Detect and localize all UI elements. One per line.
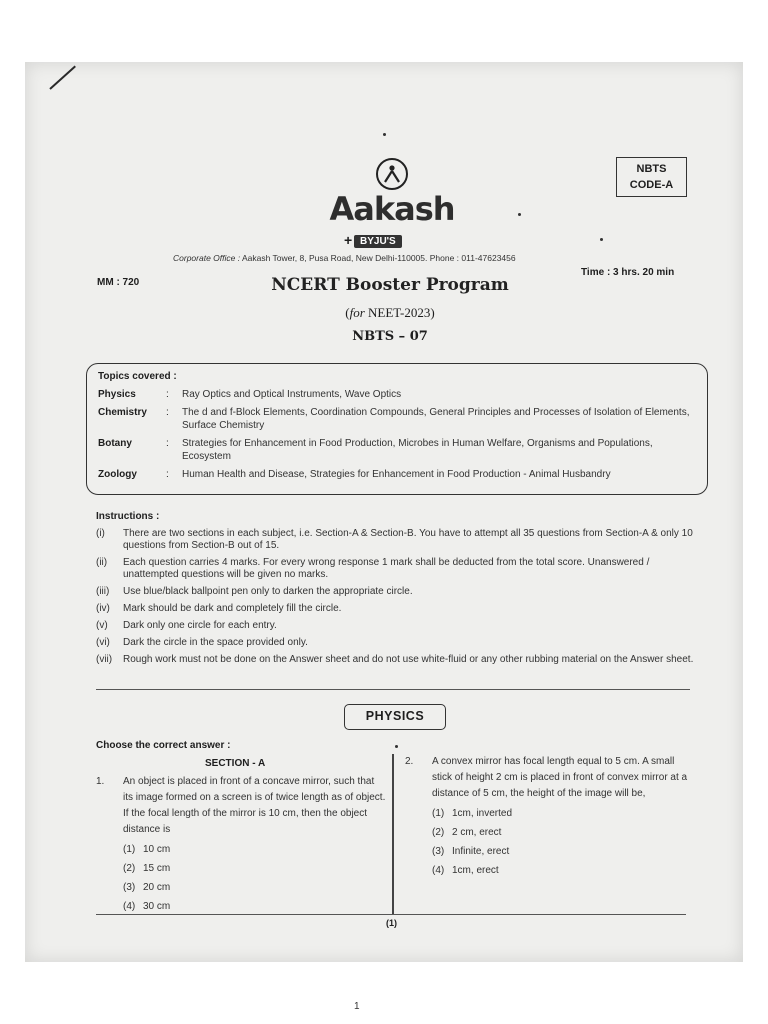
plus-icon: + xyxy=(344,232,353,248)
program-subtitle: (for NEET-2023) xyxy=(345,305,435,320)
instruction-item xyxy=(96,654,696,666)
scan-speck xyxy=(383,133,386,136)
instruction-number: (i) xyxy=(96,528,105,539)
answer-option xyxy=(432,844,695,859)
test-number: NBTS – 07 xyxy=(352,329,428,344)
question-number: 1. xyxy=(96,776,105,787)
answer-option xyxy=(123,861,386,876)
topic-row: Physics : Ray Optics and Optical Instruments, Wave Optics xyxy=(98,388,697,401)
program-exam: NEET-2023 xyxy=(368,305,431,320)
divider xyxy=(96,914,686,915)
option-number: (2) xyxy=(432,827,445,838)
option-number: (4) xyxy=(123,901,136,912)
option-number: (3) xyxy=(432,846,445,857)
option-text: 30 cm xyxy=(143,901,171,912)
option-text: 15 cm xyxy=(143,863,171,874)
question-text: A convex mirror has focal length equal to 5 cm. A small stick of height 2 cm is placed in front of convex mirror at a distance of 5 cm, the height of the image will be, xyxy=(432,756,688,799)
divider xyxy=(96,689,690,690)
answer-option xyxy=(123,899,386,914)
topic-row: Botany : Strategies for Enhancement in Food Production, Microbes in Human Welfare, Organisms and Populations, Ecosystem xyxy=(98,437,697,463)
topics-heading: Topics covered : xyxy=(98,371,177,382)
code-line-2: CODE-A xyxy=(629,179,674,191)
scan-speck xyxy=(518,213,521,216)
subject-heading-physics: PHYSICS xyxy=(344,704,446,730)
option-number: (1) xyxy=(432,808,445,819)
instruction-item xyxy=(96,557,696,581)
time-allowed: Time : 3 hrs. 20 min xyxy=(581,267,675,278)
max-marks: MM : 720 xyxy=(97,277,140,288)
instruction-text: Each question carries 4 marks. For every wrong response 1 mark shall be deducted from the total score. Unanswered / unattempted questions will be given no marks. xyxy=(123,557,650,580)
test-code-box xyxy=(616,157,687,197)
option-number: (2) xyxy=(123,863,136,874)
instruction-number: (vi) xyxy=(96,637,110,648)
topic-row: Chemistry : The d and f-Block Elements, Coordination Compounds, General Principles and Processes of Isolation of Elements, Surface Chemistry xyxy=(98,406,697,432)
instruction-number: (iv) xyxy=(96,603,110,614)
page-number: 1 xyxy=(354,1001,360,1012)
topic-subject: Zoology xyxy=(98,469,137,480)
topic-text: Ray Optics and Optical Instruments, Wave Optics xyxy=(182,389,402,400)
answer-option xyxy=(432,825,695,840)
instruction-item xyxy=(96,620,696,632)
instruction-item xyxy=(96,528,696,552)
brand-name: Aakash xyxy=(329,190,455,228)
topic-row: Zoology : Human Health and Disease, Strategies for Enhancement in Food Production - Animal Husbandry xyxy=(98,468,697,481)
instruction-number: (vii) xyxy=(96,654,113,665)
section-heading: SECTION - A xyxy=(205,758,266,769)
instruction-item xyxy=(96,586,696,598)
partner-badge: BYJU'S xyxy=(354,235,402,248)
option-text: 10 cm xyxy=(143,844,171,855)
instruction-text: Rough work must not be done on the Answer sheet and do not use white-fluid or any other rubbing material on the Answer sheet. xyxy=(123,654,694,665)
answer-option xyxy=(123,880,386,895)
instruction-number: (iii) xyxy=(96,586,110,597)
question-2 xyxy=(405,754,695,878)
option-number: (4) xyxy=(432,865,445,876)
sheet-page-marker: (1) xyxy=(386,918,397,928)
column-divider xyxy=(392,754,394,914)
topics-box xyxy=(86,363,708,495)
instruction-text: Mark should be dark and completely fill the circle. xyxy=(123,603,342,614)
instruction-text: Use blue/black ballpoint pen only to darken the appropriate circle. xyxy=(123,586,413,597)
topic-text: Strategies for Enhancement in Food Production, Microbes in Human Welfare, Organisms and Populations, Ecosystem xyxy=(182,438,653,462)
aakash-logo xyxy=(312,158,472,226)
corporate-office xyxy=(173,253,516,263)
answer-option xyxy=(432,863,695,878)
instruction-number: (v) xyxy=(96,620,108,631)
option-text: 1cm, inverted xyxy=(452,808,513,819)
corporate-label: Corporate Office : xyxy=(173,253,241,263)
instructions xyxy=(96,511,696,671)
answer-option xyxy=(432,806,695,821)
question-text: An object is placed in front of a concave mirror, such that its image formed on a screen is of twice length as of object. If the focal length of the mirror is 10 cm, then the object distance is xyxy=(123,776,386,835)
program-for-prefix: for xyxy=(349,305,365,320)
option-text: 2 cm, erect xyxy=(452,827,502,838)
scan-speck xyxy=(395,745,398,748)
topic-subject: Chemistry xyxy=(98,407,147,418)
answer-option xyxy=(123,842,386,857)
topic-text: Human Health and Disease, Strategies for Enhancement in Food Production - Animal Husbandry xyxy=(182,469,611,480)
option-text: Infinite, erect xyxy=(452,846,510,857)
instruction-text: There are two sections in each subject, i.e. Section-A & Section-B. You have to attempt all 35 questions from Section-A & only 10 questions from Section-B out of 15. xyxy=(123,528,693,551)
topic-subject: Botany xyxy=(98,438,132,449)
topic-text: The d and f-Block Elements, Coordination Compounds, General Principles and Processes of Isolation of Elements, Surface Chemistry xyxy=(182,407,690,431)
question-1 xyxy=(96,774,386,914)
corporate-address: Aakash Tower, 8, Pusa Road, New Delhi-110005. Phone : 011-47623456 xyxy=(242,253,516,263)
instruction-text: Dark the circle in the space provided only. xyxy=(123,637,308,648)
option-text: 20 cm xyxy=(143,882,171,893)
scan-speck xyxy=(600,238,603,241)
instruction-item xyxy=(96,637,696,649)
instruction-number: (ii) xyxy=(96,557,108,568)
instructions-heading: Instructions : xyxy=(96,511,160,522)
option-number: (1) xyxy=(123,844,136,855)
instruction-item xyxy=(96,603,696,615)
code-line-1: NBTS xyxy=(636,163,667,175)
logo-emblem-icon xyxy=(376,158,408,190)
question-number: 2. xyxy=(405,756,414,767)
choose-instruction: Choose the correct answer : xyxy=(96,740,231,751)
instruction-text: Dark only one circle for each entry. xyxy=(123,620,277,631)
topic-subject: Physics xyxy=(98,389,136,400)
program-title: NCERT Booster Program xyxy=(271,275,509,295)
option-number: (3) xyxy=(123,882,136,893)
option-text: 1cm, erect xyxy=(452,865,499,876)
